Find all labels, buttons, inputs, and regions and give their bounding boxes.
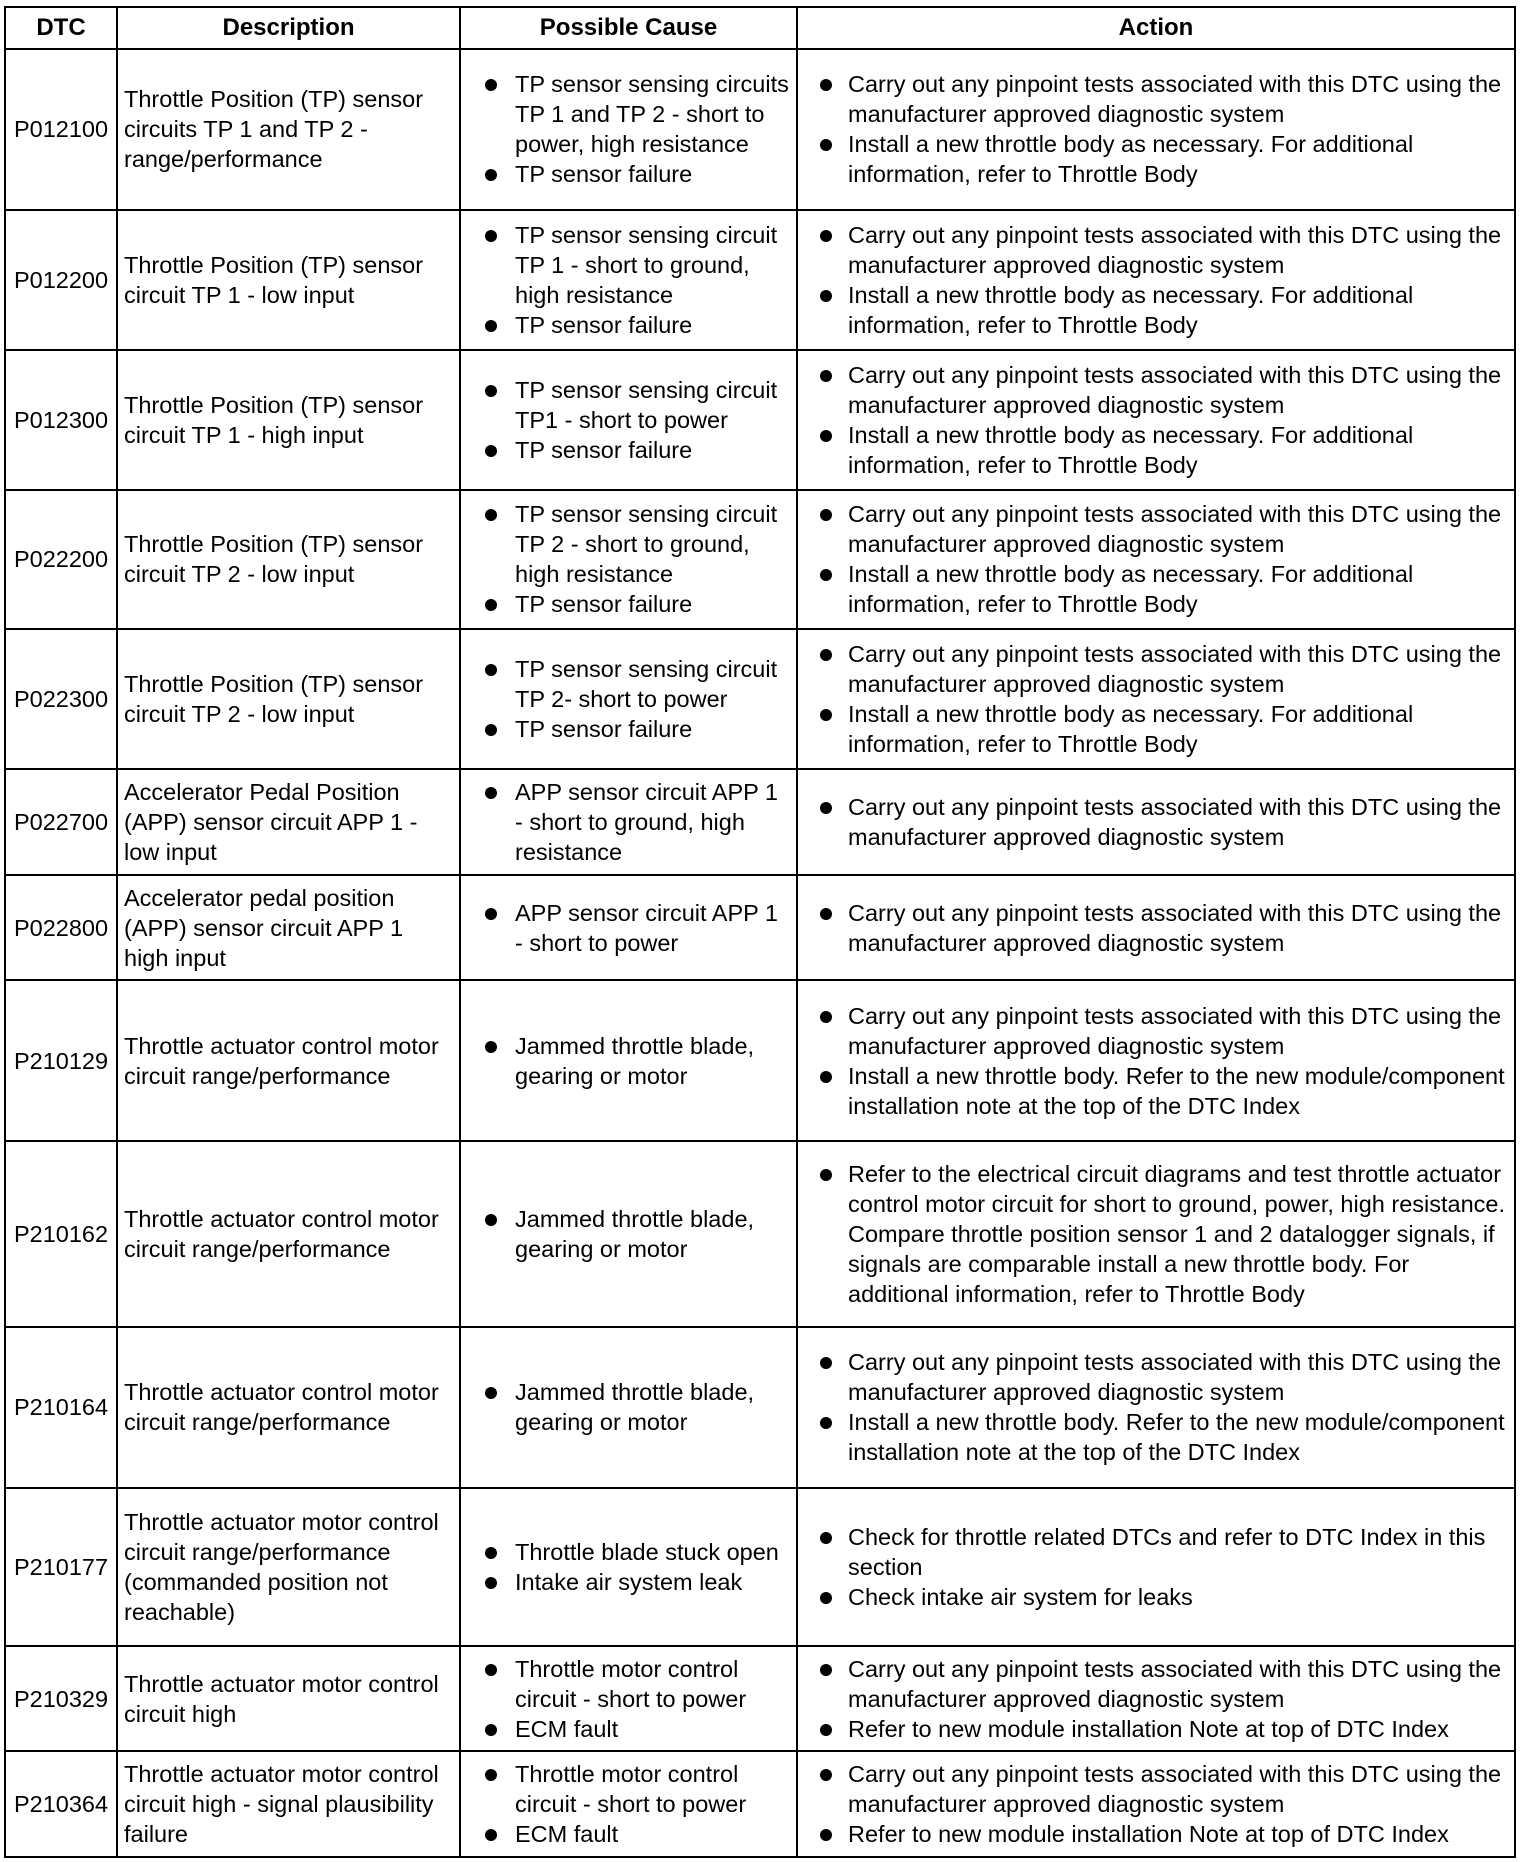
cause-item: ECM fault — [467, 1819, 790, 1849]
action-cell — [797, 49, 1515, 210]
header-possible-cause: Possible Cause — [460, 7, 797, 49]
action-cell — [797, 1751, 1515, 1857]
cause-list — [467, 69, 790, 189]
cause-list — [467, 1377, 790, 1437]
dtc-description: Accelerator Pedal Position (APP) sensor circuit APP 1 - low input — [117, 769, 460, 875]
action-item: Install a new throttle body. Refer to the new module/component installation note at the top of the DTC Index — [804, 1407, 1508, 1467]
action-item: Carry out any pinpoint tests associated with this DTC using the manufacturer approved diagnostic system — [804, 220, 1508, 280]
action-item: Check intake air system for leaks — [804, 1582, 1508, 1612]
possible-cause-cell — [460, 210, 797, 350]
dtc-code: P210162 — [5, 1141, 117, 1327]
action-cell — [797, 769, 1515, 875]
action-item: Install a new throttle body as necessary. For additional information, refer to Throttle Body — [804, 559, 1508, 619]
dtc-code: P210164 — [5, 1327, 117, 1488]
cause-item: Jammed throttle blade, gearing or motor — [467, 1377, 790, 1437]
dtc-description: Throttle Position (TP) sensor circuit TP 1 - low input — [117, 210, 460, 350]
action-cell — [797, 980, 1515, 1141]
cause-list — [467, 654, 790, 744]
action-item: Carry out any pinpoint tests associated with this DTC using the manufacturer approved diagnostic system — [804, 1347, 1508, 1407]
cause-item: TP sensor failure — [467, 589, 790, 619]
cause-item: TP sensor failure — [467, 435, 790, 465]
action-item: Carry out any pinpoint tests associated with this DTC using the manufacturer approved diagnostic system — [804, 360, 1508, 420]
possible-cause-cell — [460, 490, 797, 630]
action-cell — [797, 350, 1515, 490]
possible-cause-cell — [460, 1751, 797, 1857]
cause-list — [467, 499, 790, 619]
action-item: Carry out any pinpoint tests associated with this DTC using the manufacturer approved diagnostic system — [804, 792, 1508, 852]
action-item: Install a new throttle body as necessary. For additional information, refer to Throttle Body — [804, 699, 1508, 759]
action-cell — [797, 629, 1515, 769]
table-row — [5, 629, 1515, 769]
action-list — [804, 1001, 1508, 1121]
table-row — [5, 1646, 1515, 1752]
cause-item: TP sensor sensing circuit TP 1 - short to ground, high resistance — [467, 220, 790, 310]
dtc-description: Accelerator pedal position (APP) sensor circuit APP 1 high input — [117, 875, 460, 981]
header-action: Action — [797, 7, 1515, 49]
cause-list — [467, 375, 790, 465]
table-row — [5, 1751, 1515, 1857]
cause-list — [467, 1654, 790, 1744]
table-body — [5, 49, 1515, 1857]
table-row — [5, 1141, 1515, 1327]
action-item: Install a new throttle body as necessary. For additional information, refer to Throttle Body — [804, 129, 1508, 189]
action-item: Install a new throttle body as necessary. For additional information, refer to Throttle Body — [804, 420, 1508, 480]
action-list — [804, 1522, 1508, 1612]
dtc-code: P210129 — [5, 980, 117, 1141]
possible-cause-cell — [460, 980, 797, 1141]
dtc-description: Throttle actuator control motor circuit range/performance — [117, 980, 460, 1141]
possible-cause-cell — [460, 1141, 797, 1327]
cause-list — [467, 1537, 790, 1597]
action-list — [804, 360, 1508, 480]
possible-cause-cell — [460, 1327, 797, 1488]
action-item: Install a new throttle body. Refer to the new module/component installation note at the top of the DTC Index — [804, 1061, 1508, 1121]
possible-cause-cell — [460, 1646, 797, 1752]
possible-cause-cell — [460, 49, 797, 210]
action-cell — [797, 1488, 1515, 1646]
dtc-code: P012200 — [5, 210, 117, 350]
cause-list — [467, 898, 790, 958]
cause-item: TP sensor sensing circuits TP 1 and TP 2 - short to power, high resistance — [467, 69, 790, 159]
action-list — [804, 898, 1508, 958]
action-list — [804, 220, 1508, 340]
table-row — [5, 980, 1515, 1141]
action-item: Check for throttle related DTCs and refer to DTC Index in this section — [804, 1522, 1508, 1582]
dtc-description: Throttle Position (TP) sensor circuit TP 1 - high input — [117, 350, 460, 490]
table-row — [5, 1488, 1515, 1646]
table-row — [5, 769, 1515, 875]
cause-item: APP sensor circuit APP 1 - short to power — [467, 898, 790, 958]
action-list — [804, 639, 1508, 759]
dtc-description: Throttle actuator motor control circuit high — [117, 1646, 460, 1752]
possible-cause-cell — [460, 629, 797, 769]
cause-item: TP sensor sensing circuit TP1 - short to power — [467, 375, 790, 435]
cause-item: Jammed throttle blade, gearing or motor — [467, 1031, 790, 1091]
dtc-code: P022800 — [5, 875, 117, 981]
table-row — [5, 49, 1515, 210]
action-list — [804, 1159, 1508, 1309]
dtc-code: P210329 — [5, 1646, 117, 1752]
dtc-code: P210177 — [5, 1488, 117, 1646]
action-item: Carry out any pinpoint tests associated with this DTC using the manufacturer approved diagnostic system — [804, 898, 1508, 958]
cause-list — [467, 777, 790, 867]
cause-list — [467, 1759, 790, 1849]
cause-item: Jammed throttle blade, gearing or motor — [467, 1204, 790, 1264]
table-row — [5, 1327, 1515, 1488]
action-list — [804, 1347, 1508, 1467]
action-item: Install a new throttle body as necessary. For additional information, refer to Throttle Body — [804, 280, 1508, 340]
dtc-code: P012300 — [5, 350, 117, 490]
action-list — [804, 499, 1508, 619]
header-description: Description — [117, 7, 460, 49]
header-dtc: DTC — [5, 7, 117, 49]
action-cell — [797, 1141, 1515, 1327]
possible-cause-cell — [460, 875, 797, 981]
possible-cause-cell — [460, 1488, 797, 1646]
dtc-code: P022700 — [5, 769, 117, 875]
dtc-code: P012100 — [5, 49, 117, 210]
dtc-code: P022200 — [5, 490, 117, 630]
cause-item: ECM fault — [467, 1714, 790, 1744]
possible-cause-cell — [460, 769, 797, 875]
action-item: Carry out any pinpoint tests associated with this DTC using the manufacturer approved diagnostic system — [804, 639, 1508, 699]
action-item: Refer to the electrical circuit diagrams and test throttle actuator control motor circuit for short to ground, power, high resistance. Compare throttle position sensor 1 and 2 datalogger signals, if signals are comparable install a new throttle body. For additional information, refer to Throttle Body — [804, 1159, 1508, 1309]
action-list — [804, 1654, 1508, 1744]
cause-item: Throttle motor control circuit - short to power — [467, 1759, 790, 1819]
action-cell — [797, 210, 1515, 350]
action-cell — [797, 1646, 1515, 1752]
action-item: Refer to new module installation Note at top of DTC Index — [804, 1714, 1508, 1744]
table-header-row — [5, 7, 1515, 49]
dtc-code: P022300 — [5, 629, 117, 769]
action-item: Carry out any pinpoint tests associated with this DTC using the manufacturer approved diagnostic system — [804, 69, 1508, 129]
action-cell — [797, 875, 1515, 981]
cause-item: TP sensor failure — [467, 310, 790, 340]
dtc-description: Throttle actuator motor control circuit range/performance (commanded position not reachable) — [117, 1488, 460, 1646]
table-row — [5, 490, 1515, 630]
cause-item: TP sensor failure — [467, 159, 790, 189]
dtc-description: Throttle actuator motor control circuit high - signal plausibility failure — [117, 1751, 460, 1857]
cause-item: TP sensor failure — [467, 714, 790, 744]
cause-list — [467, 1204, 790, 1264]
cause-item: Throttle motor control circuit - short to power — [467, 1654, 790, 1714]
action-item: Carry out any pinpoint tests associated with this DTC using the manufacturer approved diagnostic system — [804, 1001, 1508, 1061]
dtc-table — [4, 6, 1516, 1858]
action-cell — [797, 1327, 1515, 1488]
dtc-description: Throttle actuator control motor circuit range/performance — [117, 1327, 460, 1488]
action-list — [804, 792, 1508, 852]
table-row — [5, 210, 1515, 350]
action-list — [804, 69, 1508, 189]
action-item: Carry out any pinpoint tests associated with this DTC using the manufacturer approved diagnostic system — [804, 1654, 1508, 1714]
cause-item: Intake air system leak — [467, 1567, 790, 1597]
action-item: Carry out any pinpoint tests associated with this DTC using the manufacturer approved diagnostic system — [804, 1759, 1508, 1819]
cause-list — [467, 220, 790, 340]
dtc-description: Throttle Position (TP) sensor circuit TP 2 - low input — [117, 629, 460, 769]
dtc-description: Throttle Position (TP) sensor circuit TP 2 - low input — [117, 490, 460, 630]
cause-item: Throttle blade stuck open — [467, 1537, 790, 1567]
dtc-description: Throttle Position (TP) sensor circuits TP 1 and TP 2 - range/performance — [117, 49, 460, 210]
table-row — [5, 875, 1515, 981]
dtc-code: P210364 — [5, 1751, 117, 1857]
possible-cause-cell — [460, 350, 797, 490]
cause-item: TP sensor sensing circuit TP 2- short to power — [467, 654, 790, 714]
table-row — [5, 350, 1515, 490]
action-cell — [797, 490, 1515, 630]
dtc-description: Throttle actuator control motor circuit range/performance — [117, 1141, 460, 1327]
action-item: Refer to new module installation Note at top of DTC Index — [804, 1819, 1508, 1849]
cause-item: TP sensor sensing circuit TP 2 - short to ground, high resistance — [467, 499, 790, 589]
cause-list — [467, 1031, 790, 1091]
action-item: Carry out any pinpoint tests associated with this DTC using the manufacturer approved diagnostic system — [804, 499, 1508, 559]
cause-item: APP sensor circuit APP 1 - short to ground, high resistance — [467, 777, 790, 867]
action-list — [804, 1759, 1508, 1849]
